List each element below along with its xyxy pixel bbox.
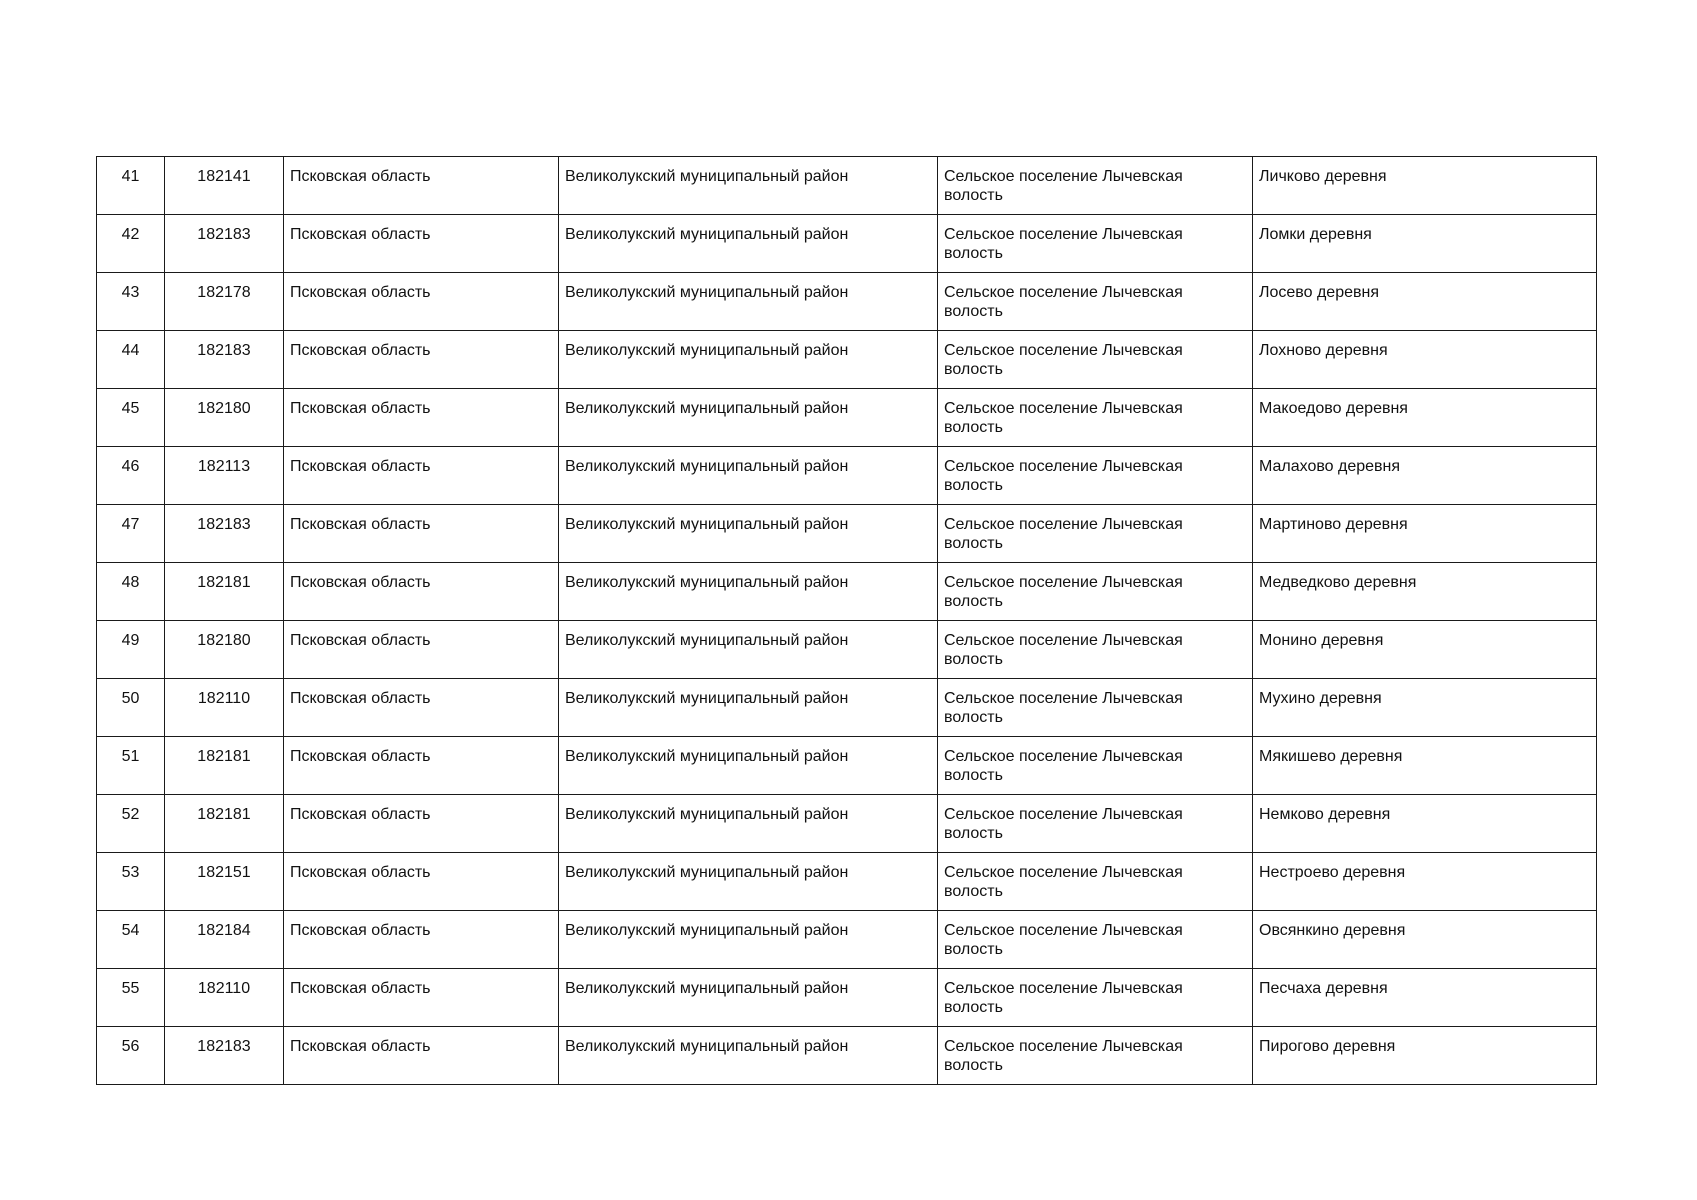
row-number-cell: 44 — [97, 331, 165, 389]
region-cell: Псковская область — [284, 331, 559, 389]
settlement-cell: Сельское поселение Лычевская волость — [938, 215, 1253, 273]
region-cell: Псковская область — [284, 447, 559, 505]
district-cell: Великолукский муниципальный район — [559, 563, 938, 621]
district-cell: Великолукский муниципальный район — [559, 795, 938, 853]
locality-cell: Нестроево деревня — [1253, 853, 1597, 911]
table-row — [97, 331, 1597, 389]
district-cell: Великолукский муниципальный район — [559, 969, 938, 1027]
settlement-cell: Сельское поселение Лычевская волость — [938, 621, 1253, 679]
locality-cell: Овсянкино деревня — [1253, 911, 1597, 969]
row-number-cell: 47 — [97, 505, 165, 563]
row-number-cell: 41 — [97, 157, 165, 215]
locality-cell: Монино деревня — [1253, 621, 1597, 679]
region-cell: Псковская область — [284, 273, 559, 331]
postal-index-cell: 182181 — [165, 795, 284, 853]
table-row — [97, 911, 1597, 969]
row-number-cell: 52 — [97, 795, 165, 853]
table-body — [97, 157, 1597, 1085]
locality-cell: Песчаха деревня — [1253, 969, 1597, 1027]
settlement-cell: Сельское поселение Лычевская волость — [938, 331, 1253, 389]
postal-index-cell: 182183 — [165, 331, 284, 389]
settlement-cell: Сельское поселение Лычевская волость — [938, 737, 1253, 795]
region-cell: Псковская область — [284, 911, 559, 969]
locality-cell: Лохново деревня — [1253, 331, 1597, 389]
settlement-cell: Сельское поселение Лычевская волость — [938, 853, 1253, 911]
region-cell: Псковская область — [284, 157, 559, 215]
postal-index-cell: 182180 — [165, 621, 284, 679]
district-cell: Великолукский муниципальный район — [559, 157, 938, 215]
postal-index-cell: 182151 — [165, 853, 284, 911]
row-number-cell: 45 — [97, 389, 165, 447]
row-number-cell: 51 — [97, 737, 165, 795]
postal-index-cell: 182113 — [165, 447, 284, 505]
table-row — [97, 389, 1597, 447]
region-cell: Псковская область — [284, 389, 559, 447]
settlement-cell: Сельское поселение Лычевская волость — [938, 273, 1253, 331]
postal-index-cell: 182183 — [165, 215, 284, 273]
table-row — [97, 1027, 1597, 1085]
postal-index-cell: 182178 — [165, 273, 284, 331]
table-row — [97, 679, 1597, 737]
region-cell: Псковская область — [284, 563, 559, 621]
postal-index-cell: 182183 — [165, 1027, 284, 1085]
district-cell: Великолукский муниципальный район — [559, 1027, 938, 1085]
region-cell: Псковская область — [284, 737, 559, 795]
row-number-cell: 56 — [97, 1027, 165, 1085]
settlement-cell: Сельское поселение Лычевская волость — [938, 563, 1253, 621]
region-cell: Псковская область — [284, 621, 559, 679]
table-row — [97, 621, 1597, 679]
district-cell: Великолукский муниципальный район — [559, 621, 938, 679]
postal-index-cell: 182184 — [165, 911, 284, 969]
settlement-cell: Сельское поселение Лычевская волость — [938, 157, 1253, 215]
row-number-cell: 49 — [97, 621, 165, 679]
locality-cell: Мартиново деревня — [1253, 505, 1597, 563]
district-cell: Великолукский муниципальный район — [559, 331, 938, 389]
table-row — [97, 563, 1597, 621]
postal-index-cell: 182180 — [165, 389, 284, 447]
postal-index-cell: 182110 — [165, 969, 284, 1027]
region-cell: Псковская область — [284, 1027, 559, 1085]
table-row — [97, 853, 1597, 911]
district-cell: Великолукский муниципальный район — [559, 911, 938, 969]
district-cell: Великолукский муниципальный район — [559, 389, 938, 447]
locality-cell: Личково деревня — [1253, 157, 1597, 215]
settlement-cell: Сельское поселение Лычевская волость — [938, 447, 1253, 505]
locality-cell: Мухино деревня — [1253, 679, 1597, 737]
settlement-cell: Сельское поселение Лычевская волость — [938, 389, 1253, 447]
locality-cell: Медведково деревня — [1253, 563, 1597, 621]
row-number-cell: 55 — [97, 969, 165, 1027]
locality-cell: Немково деревня — [1253, 795, 1597, 853]
row-number-cell: 53 — [97, 853, 165, 911]
settlement-cell: Сельское поселение Лычевская волость — [938, 679, 1253, 737]
settlement-cell: Сельское поселение Лычевская волость — [938, 795, 1253, 853]
row-number-cell: 50 — [97, 679, 165, 737]
region-cell: Псковская область — [284, 679, 559, 737]
region-cell: Псковская область — [284, 853, 559, 911]
locality-cell: Малахово деревня — [1253, 447, 1597, 505]
table-row — [97, 505, 1597, 563]
table-row — [97, 795, 1597, 853]
table-row — [97, 215, 1597, 273]
district-cell: Великолукский муниципальный район — [559, 853, 938, 911]
row-number-cell: 46 — [97, 447, 165, 505]
region-cell: Псковская область — [284, 969, 559, 1027]
settlement-cell: Сельское поселение Лычевская волость — [938, 505, 1253, 563]
row-number-cell: 54 — [97, 911, 165, 969]
settlement-cell: Сельское поселение Лычевская волость — [938, 1027, 1253, 1085]
table-row — [97, 447, 1597, 505]
district-cell: Великолукский муниципальный район — [559, 447, 938, 505]
row-number-cell: 42 — [97, 215, 165, 273]
region-cell: Псковская область — [284, 505, 559, 563]
postal-index-cell: 182110 — [165, 679, 284, 737]
settlement-cell: Сельское поселение Лычевская волость — [938, 969, 1253, 1027]
locality-cell: Мякишево деревня — [1253, 737, 1597, 795]
row-number-cell: 43 — [97, 273, 165, 331]
row-number-cell: 48 — [97, 563, 165, 621]
table-row — [97, 157, 1597, 215]
table-row — [97, 737, 1597, 795]
locality-cell: Пирогово деревня — [1253, 1027, 1597, 1085]
settlement-table — [96, 156, 1597, 1085]
table-row — [97, 273, 1597, 331]
district-cell: Великолукский муниципальный район — [559, 679, 938, 737]
postal-index-cell: 182183 — [165, 505, 284, 563]
table-row — [97, 969, 1597, 1027]
district-cell: Великолукский муниципальный район — [559, 273, 938, 331]
district-cell: Великолукский муниципальный район — [559, 215, 938, 273]
locality-cell: Макоедово деревня — [1253, 389, 1597, 447]
district-cell: Великолукский муниципальный район — [559, 737, 938, 795]
region-cell: Псковская область — [284, 215, 559, 273]
locality-cell: Ломки деревня — [1253, 215, 1597, 273]
district-cell: Великолукский муниципальный район — [559, 505, 938, 563]
postal-index-cell: 182181 — [165, 563, 284, 621]
settlement-cell: Сельское поселение Лычевская волость — [938, 911, 1253, 969]
postal-index-cell: 182141 — [165, 157, 284, 215]
locality-cell: Лосево деревня — [1253, 273, 1597, 331]
postal-index-cell: 182181 — [165, 737, 284, 795]
region-cell: Псковская область — [284, 795, 559, 853]
